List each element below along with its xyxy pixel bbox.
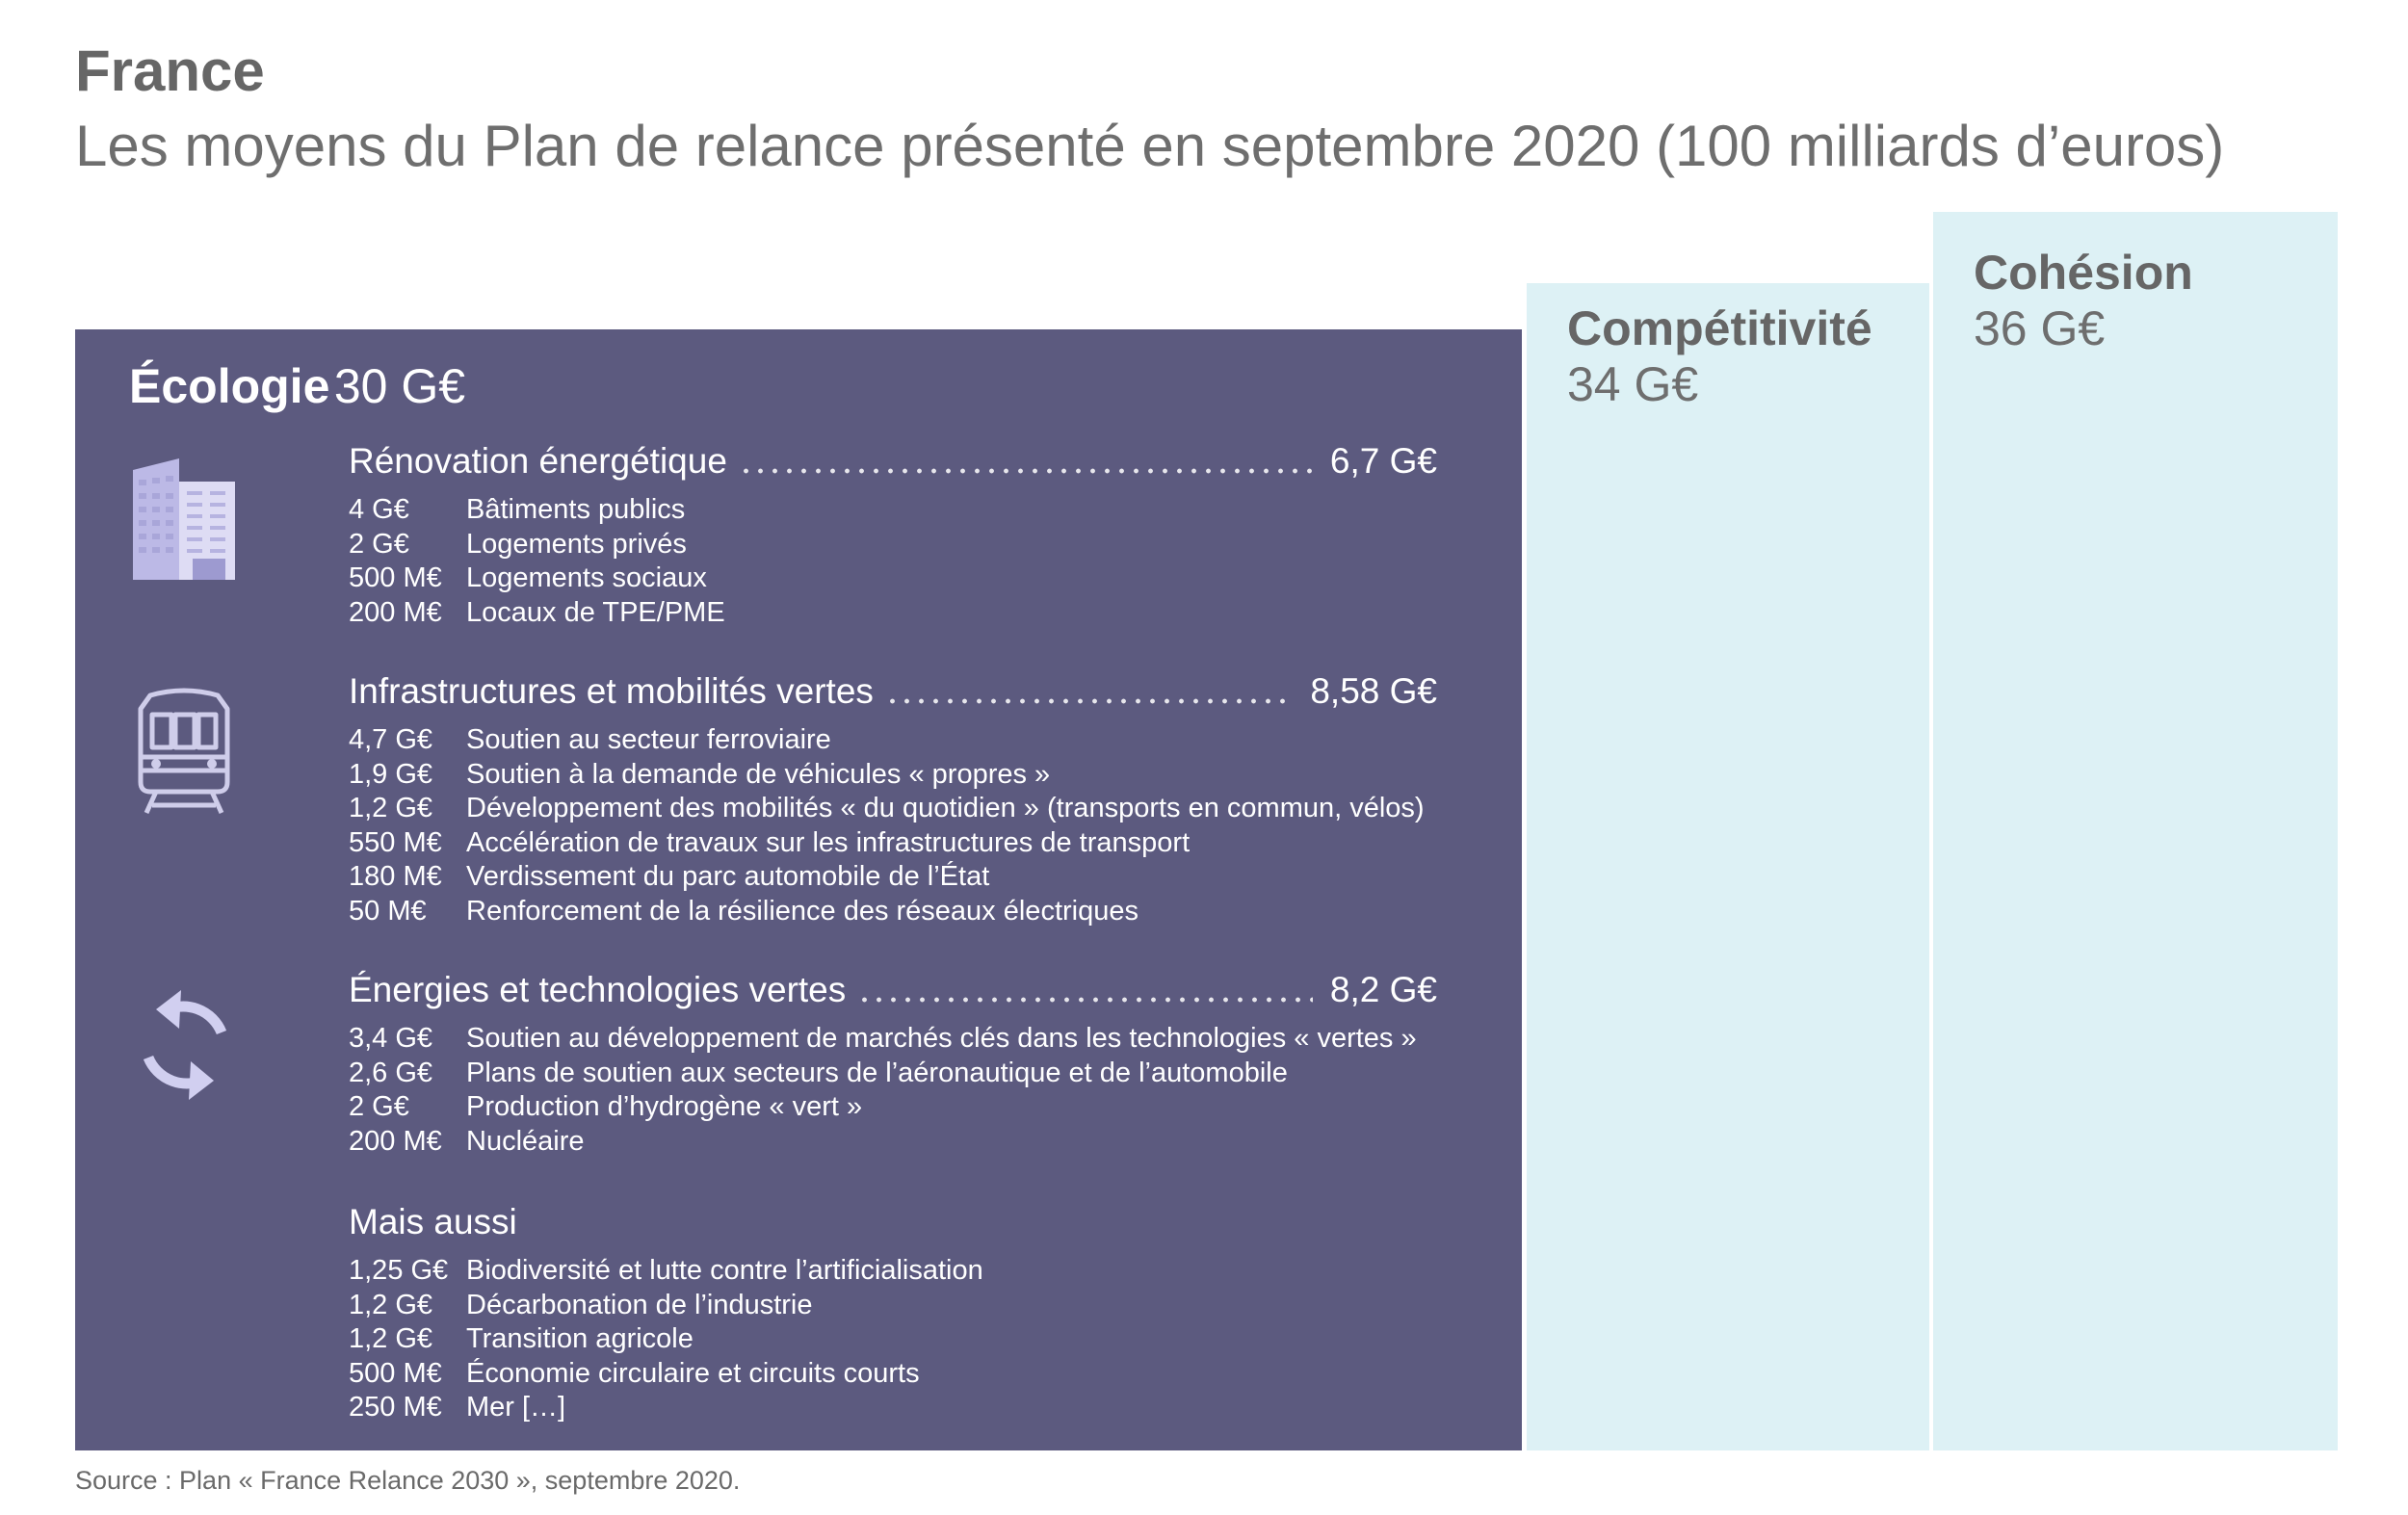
item-amount: 250 M€ [349,1392,442,1423]
list-item [349,1125,1437,1160]
item-amount: 2,6 G€ [349,1057,433,1088]
item-amount: 1,2 G€ [349,1289,433,1320]
pillar-competitivite-name: Compétitivité [1567,301,1872,355]
building-icon [131,455,237,580]
section-items [349,1254,1437,1425]
item-amount: 1,2 G€ [349,793,433,823]
item-amount: 2 G€ [349,528,409,560]
pillar-competitivite-amount: 34 G€ [1567,357,1699,411]
list-item [349,1391,1437,1425]
item-label: Logements sociaux [466,562,707,593]
item-amount: 1,25 G€ [349,1255,449,1286]
list-item [349,1022,1437,1057]
chart-subtitle: Les moyens du Plan de relance présenté en septembre 2020 (100 milliards d’euros) [75,114,2225,178]
item-label: Nucléaire [466,1125,585,1157]
pillar-ecologie-amount: 30 G€ [333,359,466,413]
item-label: Économie circulaire et circuits courts [466,1357,920,1389]
item-label: Soutien à la demande de véhicules « propres » [466,758,1051,790]
section-total: 6,7 G€ [1329,441,1437,481]
section-header [349,1198,1437,1246]
pillar-cohesion-amount: 36 G€ [1974,301,2106,355]
section-title: Rénovation énergétique [349,441,727,481]
item-amount: 4,7 G€ [349,724,433,755]
section-items [349,1022,1437,1159]
list-item [349,826,1437,861]
item-amount: 3,4 G€ [349,1023,433,1054]
section-mais-aussi [349,1198,1437,1425]
list-item [349,895,1437,929]
list-item [349,1254,1437,1289]
section-header [349,667,1437,716]
item-label: Mer […] [466,1392,566,1423]
item-label: Production d’hydrogène « vert » [466,1091,863,1122]
dotted-leader [885,696,1293,706]
section-header [349,437,1437,485]
section-title: Infrastructures et mobilités vertes [349,671,874,711]
item-label: Soutien au secteur ferroviaire [466,724,831,755]
train-icon [131,688,237,819]
item-amount: 4 G€ [349,494,409,525]
item-label: Plans de soutien aux secteurs de l’aéronautique et de l’automobile [466,1057,1288,1088]
item-amount: 200 M€ [349,596,442,628]
list-item [349,860,1437,895]
dotted-leader [857,995,1313,1005]
item-label: Renforcement de la résilience des réseaux électriques [466,895,1139,927]
list-item [349,562,1437,596]
pillar-cohesion-name: Cohésion [1974,246,2193,300]
list-item [349,1322,1437,1357]
item-amount: 180 M€ [349,861,442,892]
section-items [349,493,1437,630]
pillar-ecologie-panel [75,329,1522,1450]
item-label: Verdissement du parc automobile de l’État [466,861,990,892]
section-energies-technologies [349,966,1437,1159]
list-item [349,1090,1437,1125]
pillar-ecologie-name: Écologie [129,359,330,413]
item-label: Soutien au développement de marchés clés dans les technologies « vertes » [466,1023,1417,1054]
list-item [349,723,1437,758]
list-item [349,1357,1437,1392]
item-amount: 200 M€ [349,1125,442,1157]
section-title: Énergies et technologies vertes [349,970,847,1009]
section-infrastructures-mobilites [349,667,1437,928]
source-note: Source : Plan « France Relance 2030 », septembre 2020. [75,1466,741,1495]
list-item [349,493,1437,528]
pillar-cohesion-panel [1933,212,2338,1450]
list-item [349,792,1437,826]
item-label: Développement des mobilités « du quotidien » (transports en commun, vélos) [466,793,1425,823]
dotted-leader [739,466,1313,476]
recycle-arrows-icon [129,984,241,1106]
item-amount: 500 M€ [349,562,442,593]
item-amount: 1,2 G€ [349,1323,433,1354]
pillar-ecologie-header [129,359,466,413]
item-label: Accélération de travaux sur les infrastructures de transport [466,826,1191,858]
section-header [349,966,1437,1014]
section-renovation-energetique [349,437,1437,630]
item-amount: 2 G€ [349,1091,409,1122]
item-amount: 50 M€ [349,895,427,927]
item-amount: 500 M€ [349,1357,442,1389]
list-item [349,596,1437,631]
section-total: 8,58 G€ [1310,671,1437,711]
section-total: 8,2 G€ [1329,970,1437,1009]
item-label: Biodiversité et lutte contre l’artificialisation [466,1255,983,1286]
item-label: Logements privés [466,528,687,560]
pillar-competitivite-panel [1527,283,1929,1450]
section-title: Mais aussi [349,1202,517,1241]
list-item [349,1289,1437,1323]
chart-title: France [75,39,265,103]
item-amount: 1,9 G€ [349,758,433,790]
item-label: Transition agricole [466,1323,694,1354]
list-item [349,1057,1437,1091]
list-item [349,528,1437,562]
list-item [349,758,1437,793]
item-label: Décarbonation de l’industrie [466,1289,813,1320]
item-label: Bâtiments publics [466,494,686,525]
item-amount: 550 M€ [349,826,442,858]
item-label: Locaux de TPE/PME [466,596,725,628]
section-items [349,723,1437,928]
